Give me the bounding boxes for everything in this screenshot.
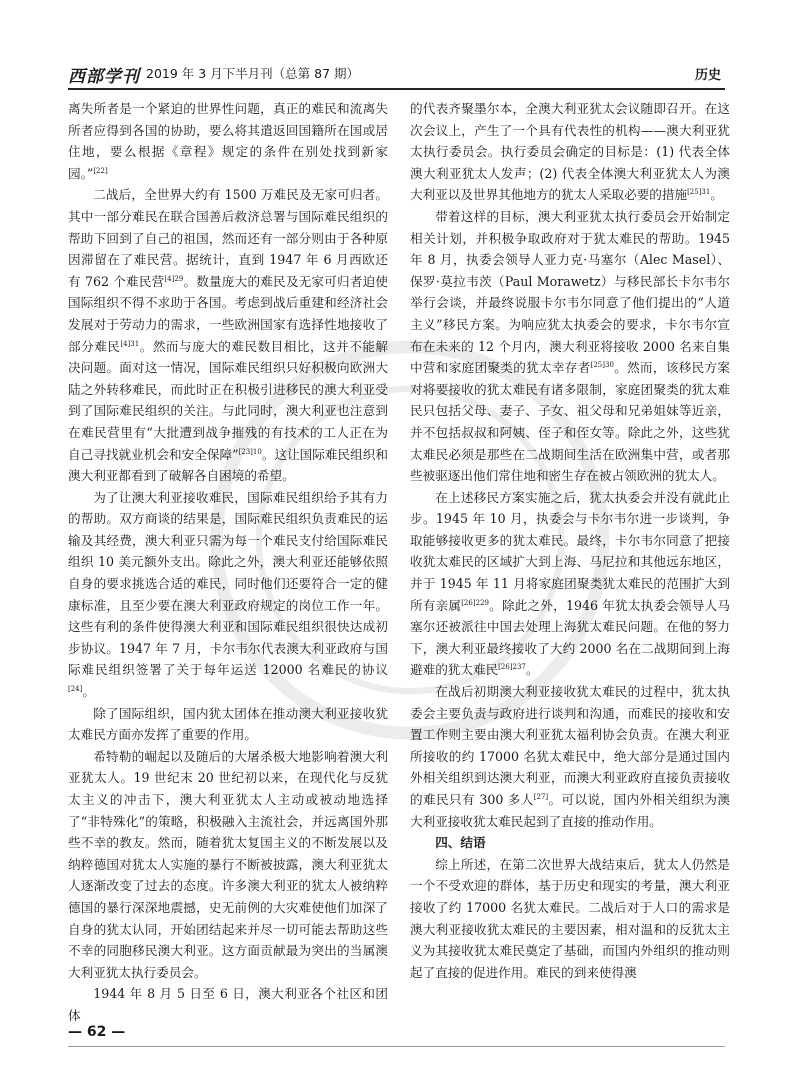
text-run: 离失所者是一个紧迫的世界性问题，真正的难民和流离失所者应得到各国的协助，要么将其遣返回国籍所在国或居住地，要么根据《章程》规定的条件在别处找到新家园。” xyxy=(68,101,388,181)
citation-ref: [25]30 xyxy=(590,361,614,370)
text-run: 的代表齐聚墨尔本，全澳大利亚犹太会议随即召开。在这次会议上，产生了一个具有代表性的机构——澳大利亚犹太执行委员会。执行委员会确定的目标是：(1) 代表全体澳大利亚犹太人发声；(2) 代表全体澳大利亚犹太人为澳大利亚以及世界其他地方的犹太人采取必要的措施 xyxy=(410,101,730,203)
section-heading: 四、结语 xyxy=(435,835,486,851)
citation-ref: [22] xyxy=(93,166,108,175)
paragraph xyxy=(410,854,730,984)
issue-info: 2019 年 3 月下半月刊（总第 87 期） xyxy=(146,66,360,81)
text-run: 。 xyxy=(82,684,95,700)
text-run: 综上所述，在第二次世界大战结束后，犹太人仍然是一个不受欢迎的群体，基于历史和现实的考量，澳大利亚接收了约 17000 名犹太难民。二战后对于人口的需求是澳大利亚接收犹太难民的主要因素，相对温和的反犹太主义为其接收犹太难民奠定了基础，而国内外组织的推动则起了直接的促进作用。难民的到来使得澳 xyxy=(410,856,730,980)
paragraph xyxy=(68,184,388,486)
journal-logo: 西部学刊 xyxy=(68,67,140,87)
text-run: 在上述移民方案实施之后，犹太执委会并没有就此止步。1945 年 10 月，执委会与卡尔韦尔进一步谈判，争取能够接收更多的犹太难民。最终，卡尔韦尔同意了把接收犹太难民的区域扩大到上海、马尼拉和其他远东地区，并于 1945 年 11 月将家庭团聚类犹太难民的范围扩大到所有亲属 xyxy=(410,489,730,613)
footer-rule xyxy=(68,1046,725,1047)
text-run: 在战后初期澳大利亚接收犹太难民的过程中，犹太执委会主要负责与政府进行谈判和沟通，而难民的接收和安置工作则主要由澳大利亚犹太福利协会负责。在澳大利亚所接收的约 17000 名犹太难民中，绝大部分是通过国内外相关组织到达澳大利亚，而澳大利亚政府直接负责接收的难民只有 300 多人 xyxy=(410,684,730,807)
paragraph xyxy=(410,487,730,681)
paragraph xyxy=(68,98,388,184)
text-run: 。 xyxy=(710,187,723,203)
paragraph xyxy=(68,983,388,1026)
page-number: — 62 — xyxy=(68,1024,126,1040)
text-run: 。 xyxy=(525,662,539,678)
paragraph xyxy=(68,703,388,746)
text-run: 。除此之外，1946 年犹太执委会领导人马塞尔还被派往中国去处理上海犹太难民问题。在他的努力下，澳大利亚最终接收了大约 2000 名在二战期间到上海避难的犹太难民 xyxy=(410,597,730,678)
citation-ref: [27] xyxy=(533,793,549,801)
citation-ref: [24] xyxy=(68,685,83,694)
text-run: 为了让澳大利亚接收难民，国际难民组织给予其有力的帮助。双方商谈的结果是，国际难民组织负责难民的运输及其经费，澳大利亚只需为每一个难民支付给国际难民组织 10 美元额外支出。除此之外，澳大利亚还能够依照自身的要求挑选合适的难民，同时他们还要符合一定的健康标准，且至少要在澳大利亚政府规定的岗位工作一年。这些有利的条件使得澳大利亚和国际难民组织很快达成初步协议。1947 年 7 月，卡尔韦尔代表澳大利亚政府与国际难民组织签署了关于每年运送 12000 名难民的协议 xyxy=(68,489,388,678)
text-run: 希特勒的崛起以及随后的大屠杀极大地影响着澳大利亚犹太人。19 世纪末 20 世纪初以来，在现代化与反犹太主义的冲击下，澳大利亚犹太人主动或被动地选择了“非特殊化”的策略，积极融入主流社会，并远离国外那些不幸的教友。然而，随着犹太复国主义的不断发展以及纳粹德国对犹太人实施的暴行不断被披露，澳大利亚犹太人逐渐改变了过去的态度。许多澳大利亚的犹太人被纳粹德国的暴行深深地震撼，史无前例的大灾难使他们加深了自身的犹太认同，开始团结起来并尽一切可能去帮助这些不幸的同胞移民澳大利亚。这方面贡献最为突出的当属澳大利亚犹太执行委员会。 xyxy=(68,748,388,980)
paragraph xyxy=(410,206,730,487)
citation-ref: [25]31 xyxy=(687,188,711,197)
text-run: 二战后，全世界大约有 1500 万难民及无家可归者。其中一部分难民在联合国善后救济总署与国际难民组织的帮助下回到了自己的祖国，然而还有一部分则由于各种原因滞留在了难民营。据统计，直到 1947 年 6 月西欧还有 762 个难民营 xyxy=(68,187,388,289)
citation-ref: [26]229 xyxy=(461,598,489,607)
text-run: 带着这样的目标，澳大利亚犹太执行委员会开始制定相关计划，并积极争取政府对于犹太难民的帮助。1945 年 8 月，执委会领导人亚力克·马塞尔（Alec Masel）、保罗·莫拉韦茨（Paul Morawetz）与移民部长卡尔韦尔举行会谈，并最终说服卡尔韦尔同意了他们提出的“人道主义”移民方案。为响应犹太执委会的要求，卡尔韦尔宣布在未来的 12 个月内，澳大利亚将接收 2000 名来自集中营和家庭团聚类的犹太幸存者 xyxy=(410,208,730,376)
section-title: 历史 xyxy=(694,68,721,83)
text-run: 除了国际组织，国内犹太团体在推动澳大利亚接收犹太难民方面亦发挥了重要的作用。 xyxy=(68,705,388,743)
text-run: 。然而，该移民方案对将要接收的犹太难民有诸多限制，家庭团聚类的犹太难民只包括父母、妻子、子女、祖父母和兄弟姐妹等近亲，并不包括叔叔和阿姨、侄子和侄女等。除此之外，这些犹太难民必须是那些在二战期间生活在欧洲集中营，或者那些被驱逐出他们常住地和密生存在被占领欧洲的犹太人。 xyxy=(410,360,731,484)
text-run: 。这让国际难民组织和澳大利亚都看到了破解各自困境的希望。 xyxy=(68,446,388,484)
right-column xyxy=(410,98,730,983)
paragraph xyxy=(68,746,388,984)
page-header xyxy=(68,58,725,90)
paragraph xyxy=(410,98,730,206)
text-run: 。数量庞大的难民及无家可归者迫使国际组织不得不求助于各国。考虑到战后重建和经济社会发展对于劳动力的需求，一些欧洲国家有选择性地接收了部分难民 xyxy=(68,273,389,354)
citation-ref: [4]31 xyxy=(120,339,140,348)
text-run: 。可以说，国内外相关组织为澳大利亚接收犹太难民起到了直接的推动作用。 xyxy=(410,792,730,829)
text-run: 。然而与庞大的难民数目相比，这并不能解决问题。面对这一情况，国际难民组织只好积极向欧洲大陆之外转移难民，而此时正在积极引进移民的澳大利亚受到了国际难民组织的关注。与此同时，澳大利亚也注意到在难民营里有“大批遭到战争摧残的有技术的工人正在为自己寻找就业机会和安全保障” xyxy=(68,338,389,462)
text-run: 1944 年 8 月 5 日至 6 日，澳大利亚各个社区和团体 xyxy=(68,986,388,1023)
citation-ref: [26]237 xyxy=(498,663,526,672)
citation-ref: [4]29 xyxy=(164,274,184,283)
citation-ref: [23]10 xyxy=(238,447,262,456)
paragraph xyxy=(68,487,388,703)
left-column xyxy=(68,98,388,1027)
paragraph xyxy=(410,681,730,832)
